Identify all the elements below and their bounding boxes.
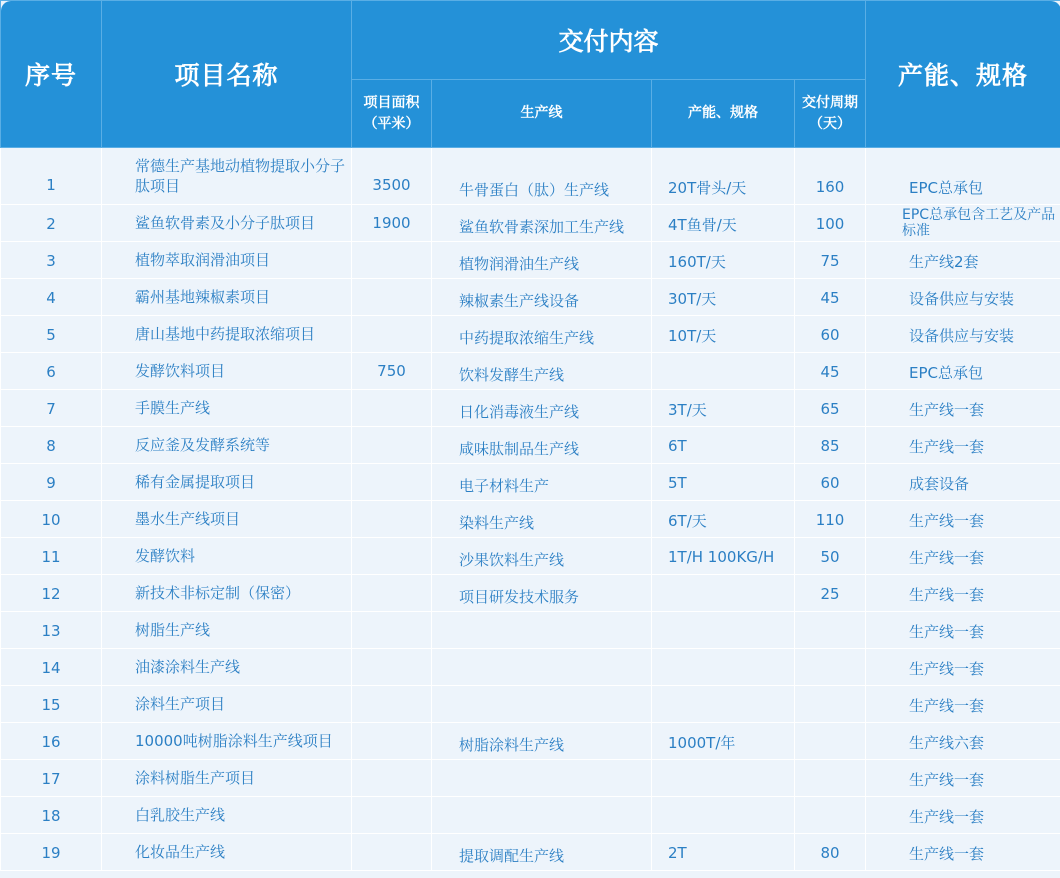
table-row — [1, 353, 1060, 390]
cell-production-line: 植物润滑油生产线 — [432, 242, 652, 279]
cell-project-name: 鲨鱼软骨素及小分子肽项目 — [102, 205, 352, 242]
table-row — [1, 279, 1060, 316]
cell-delivery-cycle: 45 — [795, 353, 866, 390]
cell-capacity: 4T鱼骨/天 — [652, 205, 795, 242]
cell-index: 19 — [1, 834, 102, 871]
cell-capacity: 5T — [652, 464, 795, 501]
cell-production-line — [432, 612, 652, 649]
cell-project-name: 化妆品生产线 — [102, 834, 352, 871]
cell-delivery-cycle: 50 — [795, 538, 866, 575]
cell-scope: EPC总承包 — [866, 353, 1060, 390]
table-row — [1, 427, 1060, 464]
cell-area — [352, 686, 432, 723]
cell-area — [352, 760, 432, 797]
header-delivery-content: 交付内容 — [352, 1, 866, 80]
cell-scope: 生产线一套 — [866, 797, 1060, 834]
cell-scope: 生产线一套 — [866, 538, 1060, 575]
cell-scope: 生产线2套 — [866, 242, 1060, 279]
cell-area — [352, 612, 432, 649]
cell-area — [352, 797, 432, 834]
header-capacity: 产能、规格 — [652, 80, 795, 148]
cell-production-line: 电子材料生产 — [432, 464, 652, 501]
cell-capacity — [652, 575, 795, 612]
cell-delivery-cycle: 75 — [795, 242, 866, 279]
cell-production-line — [432, 797, 652, 834]
table-row — [1, 760, 1060, 797]
header-project-name: 项目名称 — [102, 1, 352, 148]
header-capacity-spec: 产能、规格 — [866, 1, 1060, 148]
cell-index: 1 — [1, 148, 102, 205]
cell-project-name: 新技术非标定制（保密） — [102, 575, 352, 612]
cell-project-name: 墨水生产线项目 — [102, 501, 352, 538]
cell-delivery-cycle: 80 — [795, 834, 866, 871]
cell-index: 9 — [1, 464, 102, 501]
table-header — [1, 1, 1060, 148]
cell-capacity: 6T — [652, 427, 795, 464]
cell-area — [352, 279, 432, 316]
cell-delivery-cycle — [795, 760, 866, 797]
cell-scope: 生产线一套 — [866, 834, 1060, 871]
table-row — [1, 723, 1060, 760]
cell-capacity — [652, 797, 795, 834]
cell-project-name: 霸州基地辣椒素项目 — [102, 279, 352, 316]
cell-scope: 生产线一套 — [866, 686, 1060, 723]
table-row — [1, 316, 1060, 353]
cell-scope: 成套设备 — [866, 464, 1060, 501]
cell-index: 3 — [1, 242, 102, 279]
table-row — [1, 575, 1060, 612]
cell-capacity: 30T/天 — [652, 279, 795, 316]
cell-index: 5 — [1, 316, 102, 353]
cell-area: 1900 — [352, 205, 432, 242]
cell-capacity — [652, 649, 795, 686]
cell-area — [352, 501, 432, 538]
cell-scope: 设备供应与安装 — [866, 316, 1060, 353]
header-cycle-line2: （天） — [809, 115, 851, 132]
cell-production-line: 染料生产线 — [432, 501, 652, 538]
cell-project-name: 白乳胶生产线 — [102, 797, 352, 834]
cell-delivery-cycle — [795, 649, 866, 686]
cell-production-line: 鲨鱼软骨素深加工生产线 — [432, 205, 652, 242]
cell-delivery-cycle: 60 — [795, 316, 866, 353]
table-row — [1, 834, 1060, 871]
cell-delivery-cycle: 85 — [795, 427, 866, 464]
cell-capacity — [652, 686, 795, 723]
cell-area: 750 — [352, 353, 432, 390]
cell-production-line: 牛骨蛋白（肽）生产线 — [432, 148, 652, 205]
header-cycle-line1: 交付周期 — [802, 94, 858, 111]
cell-production-line: 辣椒素生产线设备 — [432, 279, 652, 316]
header-area-line2: （平米） — [363, 115, 420, 132]
cell-production-line: 沙果饮料生产线 — [432, 538, 652, 575]
cell-project-name: 手膜生产线 — [102, 390, 352, 427]
table-row — [1, 797, 1060, 834]
cell-production-line: 树脂涂料生产线 — [432, 723, 652, 760]
cell-scope: 生产线一套 — [866, 501, 1060, 538]
cell-delivery-cycle — [795, 612, 866, 649]
cell-delivery-cycle: 160 — [795, 148, 866, 205]
cell-index: 6 — [1, 353, 102, 390]
cell-project-name: 树脂生产线 — [102, 612, 352, 649]
cell-index: 17 — [1, 760, 102, 797]
table-row — [1, 612, 1060, 649]
header-production-line: 生产线 — [432, 80, 652, 148]
cell-area — [352, 464, 432, 501]
cell-project-name: 发酵饮料项目 — [102, 353, 352, 390]
cell-delivery-cycle: 110 — [795, 501, 866, 538]
table-row — [1, 205, 1060, 242]
cell-index: 14 — [1, 649, 102, 686]
cell-project-name: 10000吨树脂涂料生产线项目 — [102, 723, 352, 760]
cell-area — [352, 390, 432, 427]
cell-production-line: 中药提取浓缩生产线 — [432, 316, 652, 353]
cell-area — [352, 538, 432, 575]
cell-index: 4 — [1, 279, 102, 316]
cell-index: 10 — [1, 501, 102, 538]
cell-delivery-cycle — [795, 686, 866, 723]
table-row — [1, 390, 1060, 427]
cell-index: 8 — [1, 427, 102, 464]
cell-index: 16 — [1, 723, 102, 760]
cell-area — [352, 316, 432, 353]
cell-delivery-cycle: 65 — [795, 390, 866, 427]
table-row — [1, 464, 1060, 501]
table-row — [1, 538, 1060, 575]
table-row — [1, 501, 1060, 538]
cell-delivery-cycle: 45 — [795, 279, 866, 316]
table-row — [1, 242, 1060, 279]
cell-production-line — [432, 760, 652, 797]
cell-capacity: 1T/H 100KG/H — [652, 538, 795, 575]
cell-index: 18 — [1, 797, 102, 834]
table-body — [1, 148, 1060, 871]
cell-area: 3500 — [352, 148, 432, 205]
header-index: 序号 — [1, 1, 102, 148]
cell-scope: 生产线一套 — [866, 649, 1060, 686]
header-delivery-cycle — [795, 80, 866, 148]
cell-capacity: 1000T/年 — [652, 723, 795, 760]
cell-capacity: 6T/天 — [652, 501, 795, 538]
cell-delivery-cycle: 25 — [795, 575, 866, 612]
cell-production-line: 咸味肽制品生产线 — [432, 427, 652, 464]
cell-index: 15 — [1, 686, 102, 723]
cell-area — [352, 649, 432, 686]
cell-project-name: 唐山基地中药提取浓缩项目 — [102, 316, 352, 353]
cell-index: 2 — [1, 205, 102, 242]
cell-scope: EPC总承包含工艺及产品标准 — [866, 205, 1060, 242]
cell-capacity: 2T — [652, 834, 795, 871]
header-area-line1: 项目面积 — [363, 94, 420, 111]
cell-production-line — [432, 649, 652, 686]
cell-capacity: 3T/天 — [652, 390, 795, 427]
cell-project-name: 发酵饮料 — [102, 538, 352, 575]
cell-scope: EPC总承包 — [866, 148, 1060, 205]
cell-index: 7 — [1, 390, 102, 427]
cell-index: 12 — [1, 575, 102, 612]
table-row — [1, 649, 1060, 686]
cell-area — [352, 427, 432, 464]
cell-project-name: 涂料生产项目 — [102, 686, 352, 723]
cell-scope: 设备供应与安装 — [866, 279, 1060, 316]
cell-capacity: 160T/天 — [652, 242, 795, 279]
cell-area — [352, 242, 432, 279]
table-row — [1, 686, 1060, 723]
cell-project-name: 涂料树脂生产项目 — [102, 760, 352, 797]
cell-production-line: 提取调配生产线 — [432, 834, 652, 871]
cell-scope: 生产线一套 — [866, 760, 1060, 797]
cell-index: 13 — [1, 612, 102, 649]
cell-capacity — [652, 760, 795, 797]
cell-scope: 生产线一套 — [866, 575, 1060, 612]
cell-scope: 生产线一套 — [866, 612, 1060, 649]
cell-delivery-cycle: 60 — [795, 464, 866, 501]
cell-production-line — [432, 686, 652, 723]
cell-capacity — [652, 353, 795, 390]
cell-production-line: 项目研发技术服务 — [432, 575, 652, 612]
cell-capacity: 20T骨头/天 — [652, 148, 795, 205]
table-row — [1, 148, 1060, 205]
cell-capacity: 10T/天 — [652, 316, 795, 353]
cell-scope: 生产线六套 — [866, 723, 1060, 760]
cell-area — [352, 575, 432, 612]
cell-project-name: 油漆涂料生产线 — [102, 649, 352, 686]
cell-scope: 生产线一套 — [866, 390, 1060, 427]
cell-delivery-cycle — [795, 723, 866, 760]
cell-project-name: 植物萃取润滑油项目 — [102, 242, 352, 279]
cell-production-line: 饮料发酵生产线 — [432, 353, 652, 390]
cell-index: 11 — [1, 538, 102, 575]
cell-area — [352, 834, 432, 871]
cell-area — [352, 723, 432, 760]
cell-delivery-cycle: 100 — [795, 205, 866, 242]
cell-delivery-cycle — [795, 797, 866, 834]
cell-scope: 生产线一套 — [866, 427, 1060, 464]
cell-production-line: 日化消毒液生产线 — [432, 390, 652, 427]
cell-project-name: 反应釜及发酵系统等 — [102, 427, 352, 464]
header-area — [352, 80, 432, 148]
cell-project-name: 常德生产基地动植物提取小分子肽项目 — [102, 148, 352, 205]
cell-project-name: 稀有金属提取项目 — [102, 464, 352, 501]
cell-capacity — [652, 612, 795, 649]
